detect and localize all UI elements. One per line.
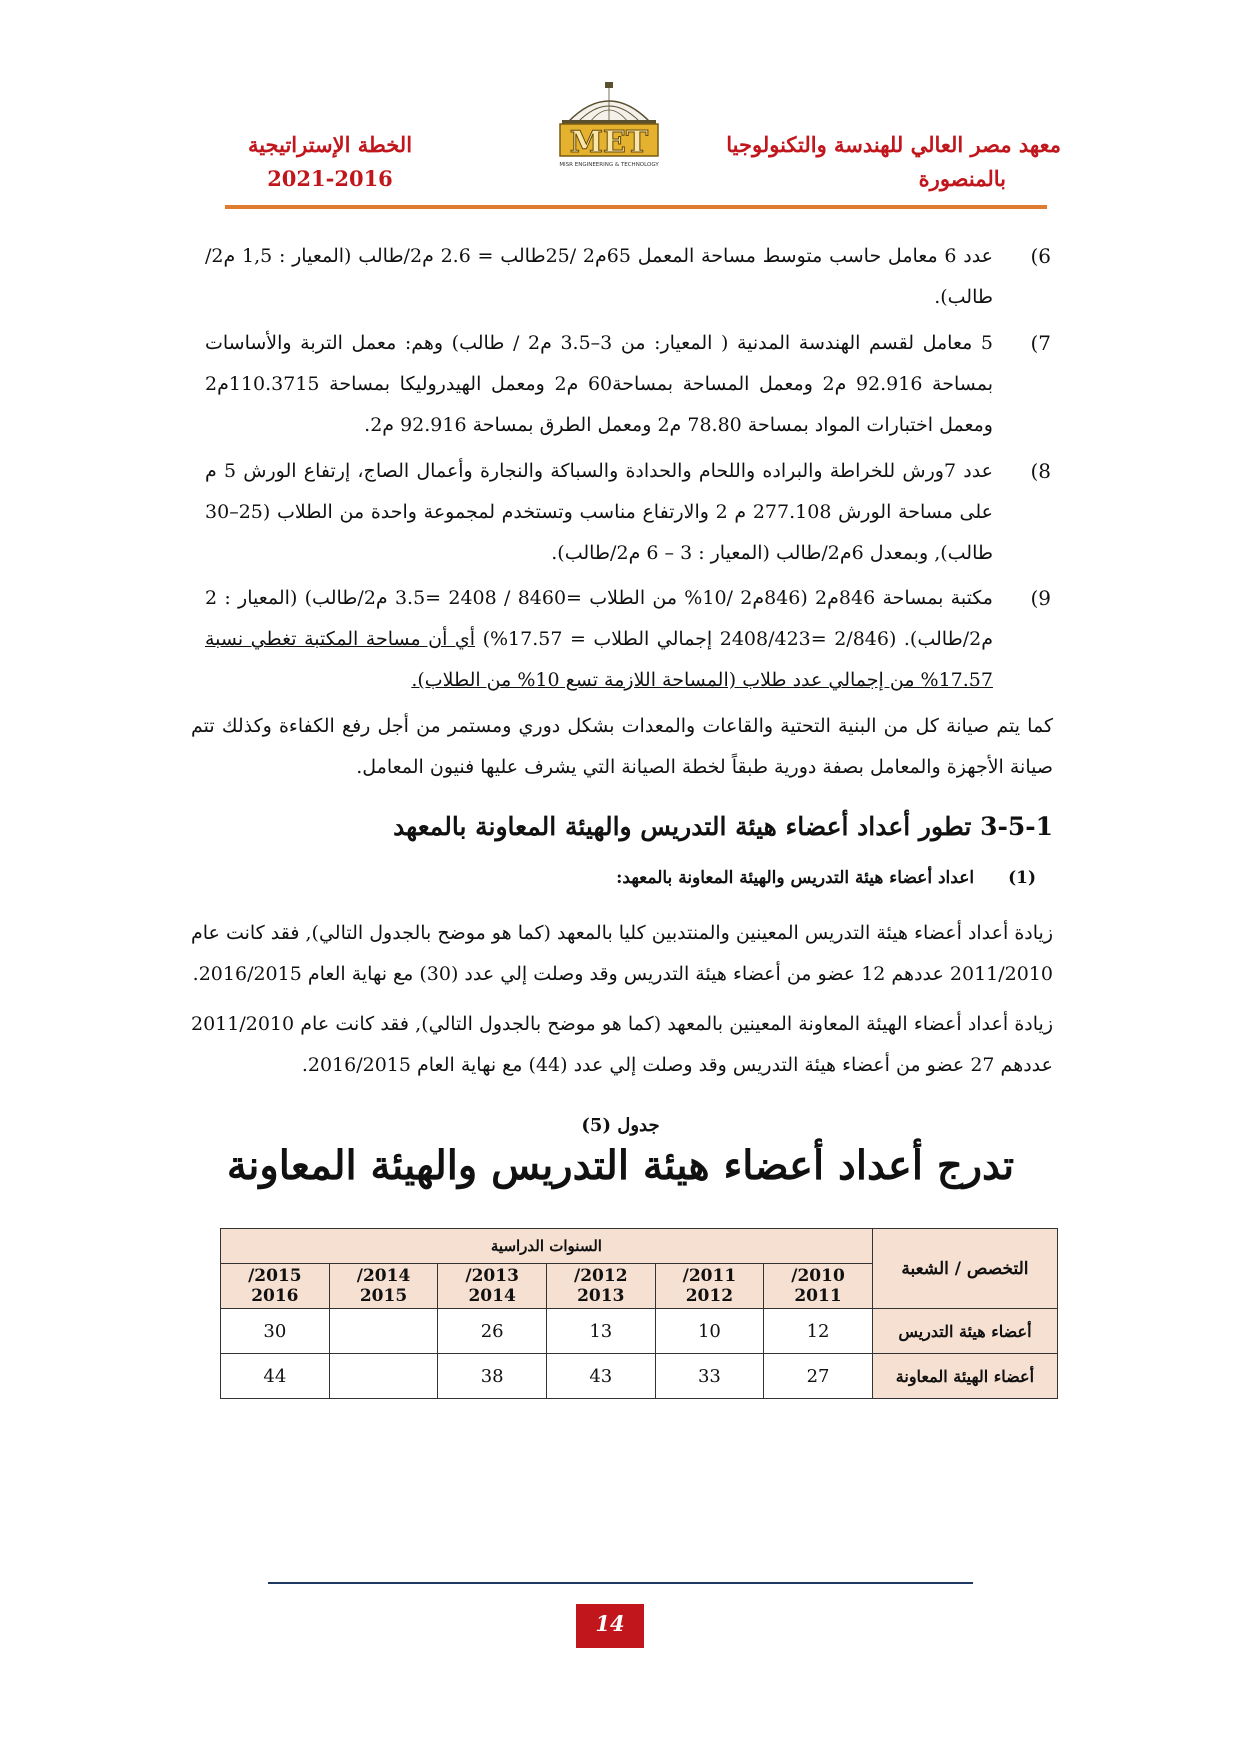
item-number: 7) — [1030, 331, 1051, 355]
item-computer-labs: عدد 6 معامل حاسب متوسط مساحة المعمل 65م2 /25طالب = 2.6 م2/طالب (المعيار : 1,5 م2/ طالب). — [205, 245, 994, 308]
institute-name-line2: بالمنصورة — [918, 166, 1006, 191]
plan-title-text: الخطة الإستراتيجية — [247, 132, 413, 157]
table-cell: 43 — [546, 1354, 655, 1399]
table-cell: 33 — [655, 1354, 764, 1399]
plan-years: 2021-2016 — [267, 166, 393, 191]
item-workshops: عدد 7ورش للخراطة والبراده واللحام والحدادة والسباكة والنجارة وأعمال الصاج، إرتفاع الورش 5 م على مساحة الورش 277.108 م 2 والارتفاع مناسب وتستخدم لمجموعة واحدة من الطلاب (25–30 طالب), وبمعدل 6م2/طالب (المعيار : 3 – 6 م2/طالب). — [205, 460, 994, 564]
logo-text: MET — [569, 125, 649, 160]
table-row — [221, 1354, 1058, 1399]
item-library — [205, 578, 993, 701]
spec-header: التخصص / الشعبة — [872, 1229, 1057, 1309]
year-header: 2015/ 2016 — [221, 1264, 330, 1309]
table-cell: 38 — [438, 1354, 547, 1399]
table-cell: 26 — [438, 1309, 547, 1354]
years-header: السنوات الدراسية — [221, 1229, 873, 1264]
table-cell: 30 — [221, 1309, 330, 1354]
row-label: أعضاء هيئة التدريس — [872, 1309, 1057, 1354]
section-heading: 3-5-1 تطور أعداد أعضاء هيئة التدريس والهيئة المعاونة بالمعهد — [393, 812, 1053, 841]
institute-name — [721, 128, 1061, 196]
item-number: 6) — [1030, 244, 1051, 268]
table-cell: 27 — [764, 1354, 873, 1399]
year-header: 2011/ 2012 — [655, 1264, 764, 1309]
table-cell: 13 — [546, 1309, 655, 1354]
subsection-number: (1) — [1008, 868, 1036, 888]
table-row — [221, 1309, 1058, 1354]
table-caption: جدول (5) — [581, 1115, 660, 1136]
table-title: تدرج أعداد أعضاء هيئة التدريس والهيئة المعاونة — [226, 1142, 1015, 1189]
library-text: مكتبة بمساحة 846م2 (846م2 /10% من الطلاب =8460 / 2408 =3.5 م2/طالب) (المعيار : 2 م2/طالب). (2/846 =2408/423 إجمالي الطلاب = 17.57%) — [205, 587, 993, 650]
year-header: 2013/ 2014 — [438, 1264, 547, 1309]
page-number: 14 — [576, 1604, 644, 1648]
subsection-heading — [616, 868, 1036, 888]
table-cell: 10 — [655, 1309, 764, 1354]
table-cell — [329, 1354, 438, 1399]
item-civil-labs: 5 معامل لقسم الهندسة المدنية ( المعيار: من 3–3.5 م2 / طالب) وهم: معمل التربة والأساسات بمساحة 92.916 م2 ومعمل المساحة بمساحة60 م2 ومعمل الهيدروليكا بمساحة 110.3715م2 ومعمل اختبارات المواد بمساحة 78.80 م2 ومعمل الطرق بمساحة 92.916 م2. — [205, 332, 993, 436]
table-cell: 44 — [221, 1354, 330, 1399]
subsection-title: اعداد أعضاء هيئة التدريس والهيئة المعاونة بالمعهد: — [616, 868, 975, 888]
faculty-paragraph: زيادة أعداد أعضاء هيئة التدريس المعينين والمنتدبين كليا بالمعهد (كما هو موضح بالجدول التالي), فقد كانت عام 2011/2010 عددهم 12 عضو من أعضاء هيئة التدريس وقد وصلت إلي عدد (30) مع نهاية العام 2016/2015. — [191, 922, 1053, 985]
logo-subtext: MISR ENGINEERING & TECHNOLOGY — [559, 162, 659, 168]
row-label: أعضاء الهيئة المعاونة — [872, 1354, 1057, 1399]
year-header: 2014/ 2015 — [329, 1264, 438, 1309]
table-cell: 12 — [764, 1309, 873, 1354]
staff-growth-table — [220, 1228, 1058, 1399]
plan-title — [230, 128, 430, 196]
header-divider — [225, 205, 1047, 209]
table-cell — [329, 1309, 438, 1354]
institute-name-line1: معهد مصر العالي للهندسة والتكنولوجيا — [726, 132, 1061, 157]
footer-divider — [268, 1582, 973, 1584]
met-logo — [548, 82, 670, 172]
item-number: 8) — [1030, 459, 1051, 483]
assistants-paragraph: زيادة أعداد أعضاء الهيئة المعاونة المعينين بالمعهد (كما هو موضح بالجدول التالي), فقد كانت عام 2011/2010 عددهم 27 عضو من أعضاء هيئة التدريس وقد وصلت إلي عدد (44) مع نهاية العام 2016/2015. — [191, 1013, 1053, 1076]
maintenance-paragraph: كما يتم صيانة كل من البنية التحتية والقاعات والمعدات بشكل دوري ومستمر من أجل رفع الكفاءة وكذلك تتم صيانة الأجهزة والمعامل بصفة دورية طبقاً لخطة الصيانة التي يشرف عليها فنيون المعامل. — [191, 715, 1053, 778]
library-coverage-note: أي أن مساحة المكتبة تغطي نسبة 17.57% من إجمالي عدد طلاب (المساحة اللازمة تسع 10% من الطلاب). — [205, 628, 993, 691]
year-header: 2012/ 2013 — [546, 1264, 655, 1309]
item-number: 9) — [1030, 586, 1051, 610]
year-header: 2010/ 2011 — [764, 1264, 873, 1309]
